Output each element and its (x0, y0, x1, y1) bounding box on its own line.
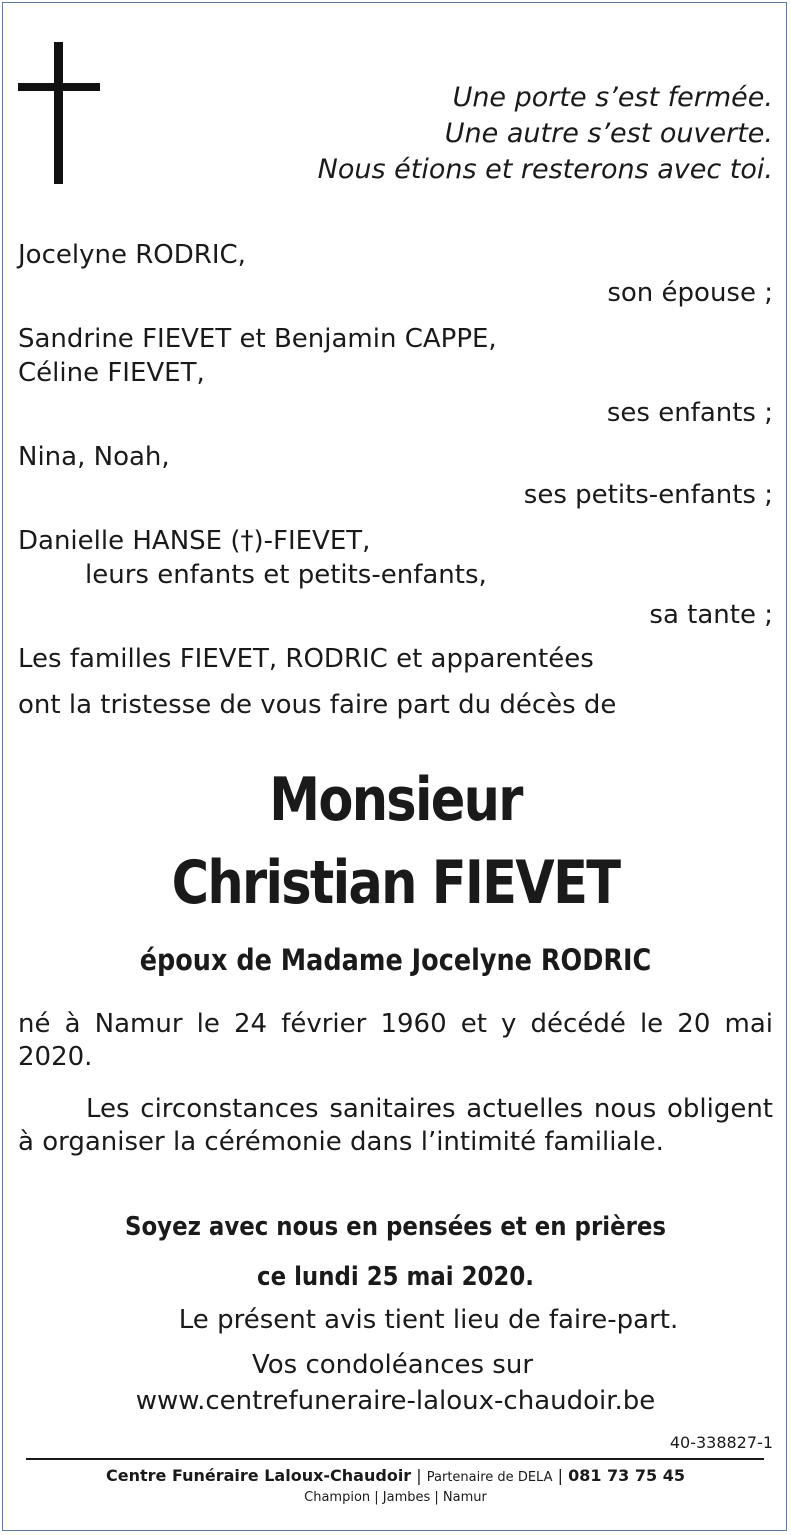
poem-line: Nous étions et resterons avec toi. (317, 154, 773, 185)
partner-text: Partenaire de DELA (426, 1470, 553, 1485)
footer-company-line (0, 1466, 791, 1488)
prayer-date: ce lundi 25 mai 2020. (257, 1262, 534, 1292)
condolences-text: Vos condoléances sur (251, 1350, 534, 1380)
family-line: ont la tristesse de vous faire part du décès de (18, 690, 617, 720)
cross-horizontal-bar (18, 83, 100, 91)
circumstances-text: Les circonstances sanitaires actuelles nous obligent à organiser la cérémonie dans l’intimité familiale. (18, 1094, 773, 1157)
company-name: Centre Funéraire Laloux-Chaudoir (106, 1466, 412, 1485)
family-relation: ses enfants ; (606, 398, 773, 428)
family-line: Céline FIEVET, (18, 358, 205, 388)
website-link[interactable]: www.centrefuneraire-laloux-chaudoir.be (135, 1386, 656, 1416)
family-relation: son épouse ; (607, 278, 773, 308)
deceased-name: Christian FIEVET (171, 848, 620, 918)
footer-locations: Champion | Jambes | Namur (304, 1490, 487, 1505)
family-line: leurs enfants et petits-enfants, (85, 560, 487, 590)
family-line: Nina, Noah, (18, 442, 170, 472)
separator: | (416, 1466, 422, 1485)
reference-number: 40-338827-1 (669, 1433, 773, 1452)
birth-death-text: né à Namur le 24 février 1960 et y décédé le 20 mai 2020. (18, 1009, 773, 1072)
family-line: Jocelyne RODRIC, (18, 240, 246, 270)
footer-divider (26, 1458, 764, 1460)
notice-text: Le présent avis tient lieu de faire-part. (178, 1305, 679, 1335)
family-relation: ses petits-enfants ; (523, 480, 773, 510)
circumstances-paragraph (18, 1093, 773, 1159)
birth-death-paragraph (18, 1008, 773, 1074)
poem (318, 80, 773, 188)
family-relation: sa tante ; (649, 600, 773, 630)
prayer-line: Soyez avec nous en pensées et en prières (124, 1212, 667, 1242)
cross-vertical-bar (54, 42, 63, 184)
family-line: Danielle HANSE (†)-FIEVET, (18, 526, 371, 556)
phone-number[interactable]: 081 73 75 45 (568, 1466, 685, 1485)
deceased-spouse: époux de Madame Jocelyne RODRIC (139, 943, 652, 977)
family-line: Les familles FIEVET, RODRIC et apparentées (18, 644, 594, 674)
family-line: Sandrine FIEVET et Benjamin CAPPE, (18, 324, 497, 354)
deceased-title: Monsieur (269, 765, 522, 835)
separator: | (557, 1466, 563, 1485)
poem-line: Une autre s’est ouverte. (444, 118, 773, 149)
poem-line: Une porte s’est fermée. (452, 82, 773, 113)
